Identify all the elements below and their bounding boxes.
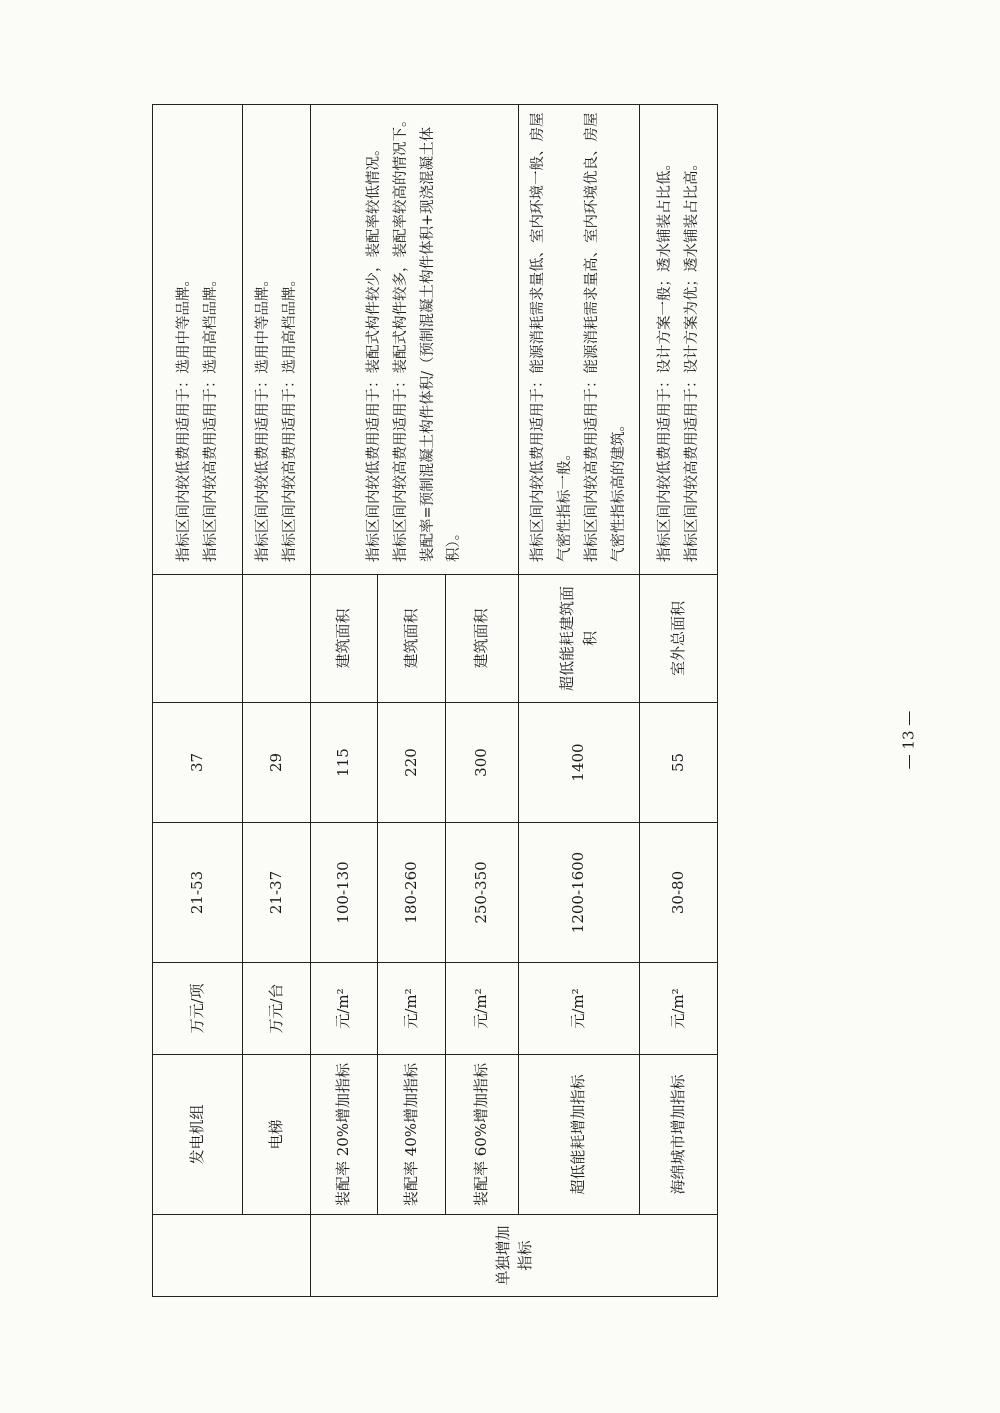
item-cell: 装配率 20%增加指标 [311,1055,378,1215]
unit-cell: 元/m² [378,963,446,1055]
item-cell: 电梯 [243,1055,311,1215]
description-line: 指标区间内较高费用适用于：装配式构件较多，装配率较高的情况下。 [392,112,409,562]
description-cell [519,105,640,575]
range-cell: 21-53 [153,823,243,963]
description-line: 装配率=预制混凝土构件体积/（预制混凝土构件体积+现浇混凝土体积）。 [419,126,463,562]
table-row [519,105,640,1297]
range-cell: 250-350 [446,823,519,963]
table-row [311,105,378,1297]
description-line: 指标区间内较低费用适用于：装配式构件较少，装配率较低情况。 [365,141,382,562]
page-number-text: — 13 — [899,710,917,770]
description-cell [640,105,718,575]
unit-cell: 元/m² [311,963,378,1055]
basis-cell: 室外总面积 [640,575,718,703]
blank-cell [153,1215,311,1297]
unit-cell: 元/m² [519,963,640,1055]
value-cell: 220 [378,703,446,823]
item-cell: 超低能耗增加指标 [519,1055,640,1215]
value-cell: 300 [446,703,519,823]
table-row [153,105,243,1297]
range-cell: 100-130 [311,823,378,963]
unit-cell: 元/m² [640,963,718,1055]
page-number [893,705,923,775]
value-cell: 37 [153,703,243,823]
description-cell [153,105,243,575]
basis-cell: 建筑面积 [378,575,446,703]
value-cell: 1400 [519,703,640,823]
value-cell: 115 [311,703,378,823]
unit-cell: 元/m² [446,963,519,1055]
description-line: 指标区间内较高费用适用于：能源消耗需求量高、室内环境优良、房屋气密性指标高的建筑。 [584,112,627,562]
range-cell: 30-80 [640,823,718,963]
range-cell: 1200-1600 [519,823,640,963]
basis-cell: 建筑面积 [446,575,519,703]
description-line: 指标区间内较高费用适用于：选用高档品牌。 [202,272,219,562]
value-cell: 55 [640,703,718,823]
basis-cell: 建筑面积 [311,575,378,703]
description-line: 指标区间内较低费用适用于：设计方案一般；透水铺装占比低。 [656,156,673,562]
description-line: 指标区间内较高费用适用于：选用高档品牌。 [281,272,298,562]
category-cell: 单独增加指标 [311,1215,718,1297]
basis-cell: 超低能耗建筑面积 [519,575,640,703]
description-line: 指标区间内较低费用适用于：能源消耗需求量低、室内环境一般、房屋气密性指标一般。 [530,112,574,562]
value-cell: 29 [243,703,311,823]
item-cell: 海绵城市增加指标 [640,1055,718,1215]
table-row [640,105,718,1297]
description-cell [311,105,519,575]
basis-cell [243,575,311,703]
description-line: 指标区间内较低费用适用于：选用中等品牌。 [175,272,192,562]
unit-cell: 万元/项 [153,963,243,1055]
item-cell: 发电机组 [153,1055,243,1215]
description-cell [243,105,311,575]
range-cell: 21-37 [243,823,311,963]
item-cell: 装配率 60%增加指标 [446,1055,519,1215]
description-line: 指标区间内较低费用适用于：选用中等品牌。 [254,272,271,562]
item-cell: 装配率 40%增加指标 [378,1055,446,1215]
range-cell: 180-260 [378,823,446,963]
basis-cell [153,575,243,703]
table-row [243,105,311,1297]
rotated-table-wrapper [152,105,717,1297]
cost-index-table [152,104,718,1297]
unit-cell: 万元/台 [243,963,311,1055]
description-line: 指标区间内较高费用适用于：设计方案为优；透水铺装占比高。 [683,156,700,562]
